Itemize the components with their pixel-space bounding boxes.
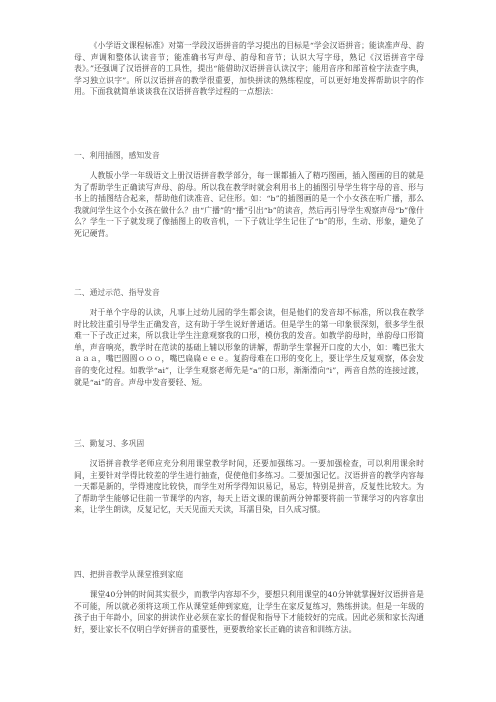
section-body-3: 汉语拼音教学老师应充分利用课堂教学时间，还要加强练习。一要加强检查，可以利用课余时间，主要针对学得比较差的学生进行抽查，促使他们多练习。二要加强记忆。汉语拼音的教学内容每一天都是新的，学得速度比较快，而学生对所学得知识易记，易忘，特别是拼音，反复性比较大。为了帮助学生能够记住前一节课学的内容，每天上语文课的课前两分钟都要将前一节课学习的内容拿出来，让学生朗读，反复记忆，天天见面天天读，耳濡目染，日久成习惯。	[74, 459, 424, 515]
section-body-4: 课堂40分钟的时间其实很少，而教学内容却不少，要想只利用课堂的40分钟就掌握好汉语拼音是不可能，所以就必须将这项工作从课堂延伸到家庭，让学生在家反复练习，熟练拼读。但是一年级的孩子由于年龄小，回家的拼读作业必须在家长的督促和指导下才能较好的完成。因此必须和家长沟通好，要让家长不仅明白学好拼音的重要性，更要教给家长正确的读音和训练方法。	[74, 590, 424, 634]
section-heading-1: 一、利用插图，感知发音	[74, 151, 160, 160]
section-heading-4: 四、把拼音教学从课堂推到家庭	[74, 570, 184, 579]
section-body-2: 对于单个字母的认读，凡事上过幼儿园的学生都会读，但是他们的发音却不标准，所以我在教学时比较注重引导学生正确发音，这有助于学生说好普通话。但是学生的第一印象很深刻，很多学生很难一下子改正过来，所以我让学生注意观察我的口形，模仿我的发音。如教学韵母时，单韵母口形简单，声音响亮，教学时在范读的基础上辅以形象的讲解，帮助学生掌握开口度的大小，如：嘴巴张大ａａａ，嘴巴圆圆ｏｏｏ，嘴巴扁扁ｅｅｅ。复韵母难在口形的变化上，要让学生反复观察，体会发音的变化过程。如教学“ai”，让学生观察老师先是“a”的口形，渐渐滑向“i”，两音自然的连接过渡，就是“ai”的音。声母中发音要轻、短。	[74, 308, 424, 387]
section-heading-3: 三、勤复习、多巩固	[74, 439, 145, 448]
intro-paragraph: 《小学语文课程标准》对第一学段汉语拼音的学习提出的目标是“学会汉语拼音；能读准声母、韵母、声调和整体认读音节；能准确书写声母、韵母和音节；认识大写字母，熟记《汉语拼音字母表》。”还强调了汉语拼音的工具性，提出“能借助汉语拼音认读汉字；能用音序和部首检字法查字典，学习独立识字”。所以汉语拼音的教学很重要，加快拼读的熟练程度，可以更好地发挥帮助识字的作用。下面我就简单谈谈我在汉语拼音教学过程的一点想法：	[74, 41, 424, 97]
section-heading-2: 二、通过示范、指导发音	[74, 288, 160, 297]
section-body-1: 人教版小学一年级语文上册汉语拼音教学部分，每一课都插入了精巧图画，插入图画的目的就是为了帮助学生正确读写声母、韵母。所以我在教学时就会利用书上的插图引导学生将字母的音、形与书上的插图结合起来，帮助他们读准音、记住形。如：“b”的插图画的是一个小女孩在听广播，那么我就问学生这个小女孩在做什么？由“广播”的“播”引出“b”的读音，然后再引导学生观察声母“b”像什么？学生一下子就发现了像插图上的收音机，一下子就让学生记住了“b”的形，生动、形象，避免了死记硬背。	[74, 171, 424, 238]
